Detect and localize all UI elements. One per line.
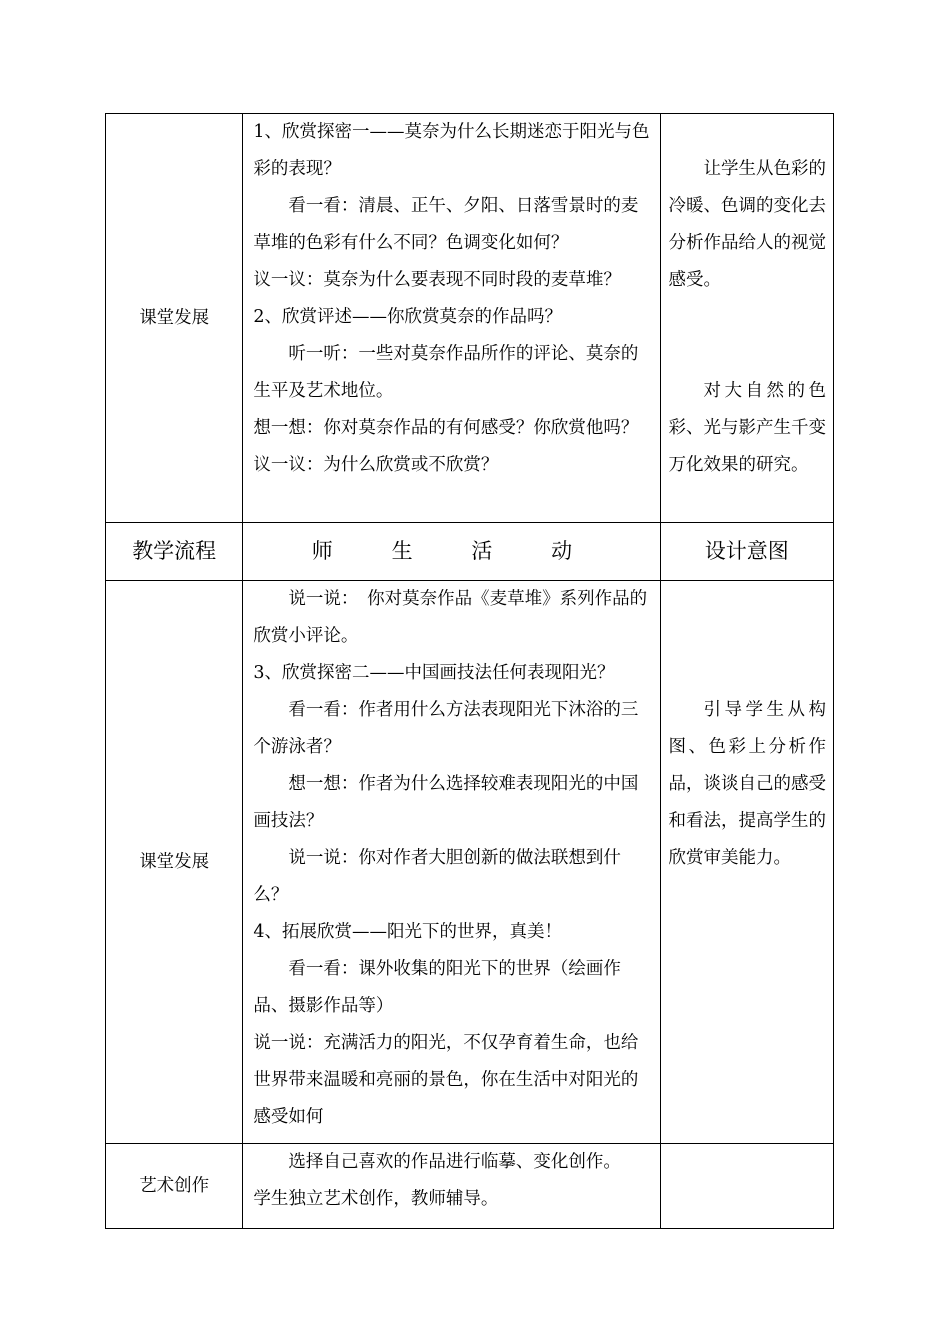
activity-line: 3、欣赏探密二——中国画技法任何表现阳光？ [253, 663, 615, 683]
activity-line: 2、欣赏评述——你欣赏莫奈的作品吗？ [253, 307, 563, 327]
activity-line: 想一想：你对莫奈作品的有何感受？你欣赏他吗？ [253, 418, 639, 438]
process-label: 课堂发展 [139, 307, 210, 328]
activity-line: 听一听：一些对莫奈作品所作的评论、莫奈的生平及艺术地位。 [253, 344, 639, 401]
activity-line: 说一说：充满活力的阳光，不仅孕育着生命，也给世界带来温暖和亮丽的景色，你在生活中对阳光的感受如何 [253, 1033, 639, 1127]
intent-cell [660, 1144, 833, 1229]
header-process: 教学流程 [106, 523, 243, 581]
activity-line: 4、拓展欣赏——阳光下的世界，真美！ [253, 922, 563, 942]
activity-line: 看一看：课外收集的阳光下的世界（绘画作品、摄影作品等） [253, 959, 621, 1016]
process-label: 艺术创作 [139, 1175, 210, 1196]
activity-line: 学生独立艺术创作，教师辅导。 [253, 1189, 499, 1209]
activity-line: 议一议：莫奈为什么要表现不同时段的麦草堆？ [253, 270, 621, 290]
activity-cell [243, 114, 660, 523]
activity-line: 想一想：作者为什么选择较难表现阳光的中国画技法？ [253, 774, 639, 831]
process-label: 课堂发展 [139, 851, 210, 872]
intent-cell [660, 581, 833, 1144]
table-header-row [106, 523, 834, 581]
activity-line: 看一看：清晨、正午、夕阳、日落雪景时的麦草堆的色彩有什么不同？色调变化如何？ [253, 196, 639, 253]
lesson-plan-table [105, 113, 834, 1229]
activity-cell [243, 581, 660, 1144]
table-row [106, 114, 834, 523]
activity-line: 1、欣赏探密一——莫奈为什么长期迷恋于阳光与色彩的表现？ [253, 122, 650, 179]
activity-line: 议一议：为什么欣赏或不欣赏？ [253, 455, 499, 475]
process-cell [106, 114, 243, 523]
process-cell [106, 1144, 243, 1229]
header-activity: 师 生 活 动 [243, 523, 660, 581]
activity-line: 说一说： 你对莫奈作品《麦草堆》系列作品的欣赏小评论。 [253, 589, 648, 646]
intent-text: 引导学生从构图、色彩上分析作品，谈谈自己的感受和看法，提高学生的欣赏审美能力。 [668, 700, 827, 868]
table-row [106, 1144, 834, 1229]
intent-text: 让学生从色彩的冷暖、色调的变化去分析作品给人的视觉感受。 [668, 159, 827, 290]
intent-text: 对大自然的色彩、光与影产生千变万化效果的研究。 [668, 381, 827, 475]
activity-line: 说一说：你对作者大胆创新的做法联想到什么？ [253, 848, 621, 905]
header-intent: 设计意图 [660, 523, 833, 581]
intent-cell [660, 114, 833, 523]
activity-line: 看一看：作者用什么方法表现阳光下沐浴的三个游泳者？ [253, 700, 639, 757]
activity-line: 选择自己喜欢的作品进行临摹、变化创作。 [288, 1152, 621, 1172]
activity-cell [243, 1144, 660, 1229]
table-row [106, 581, 834, 1144]
process-cell [106, 581, 243, 1144]
